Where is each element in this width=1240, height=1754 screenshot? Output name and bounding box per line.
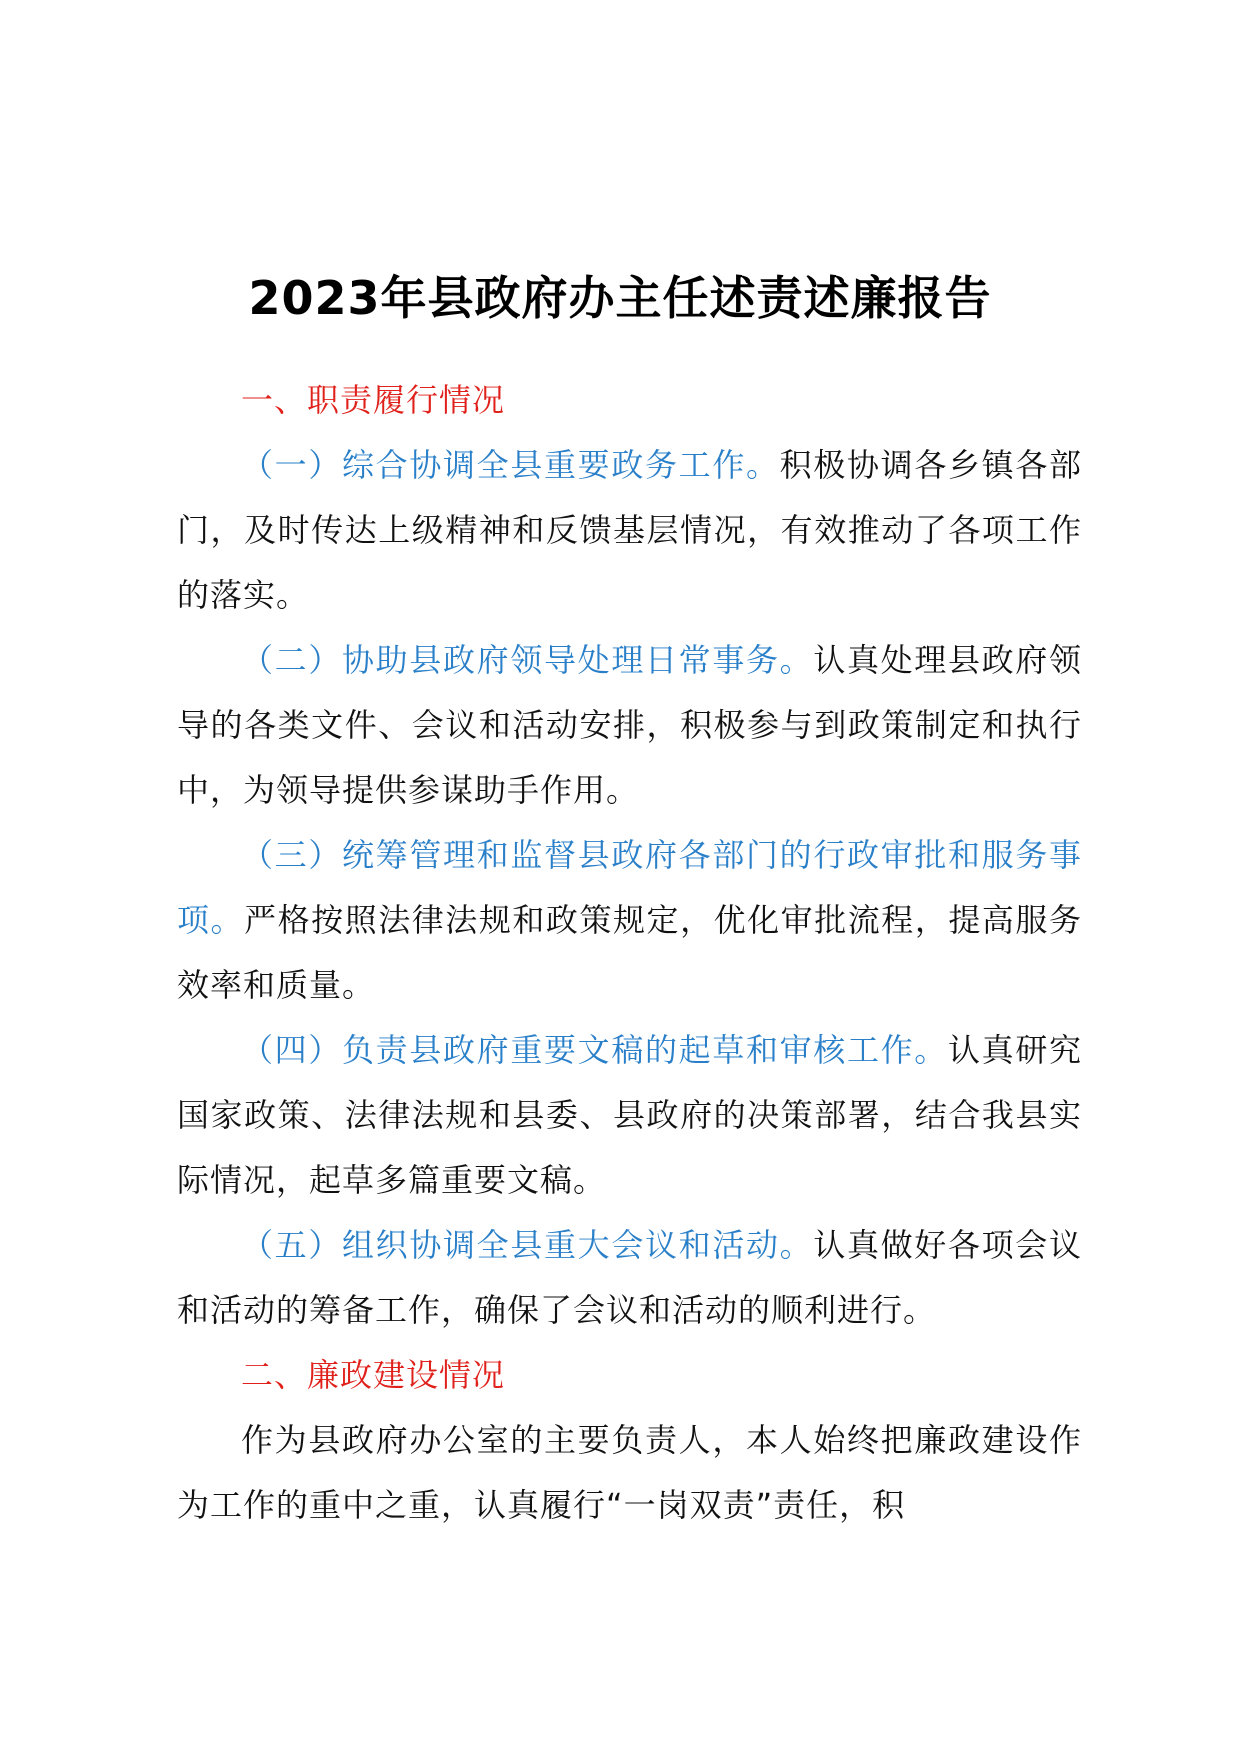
paragraph-item-1 xyxy=(177,433,1082,628)
item-5-lead: （五）组织协调全县重大会议和活动。 xyxy=(241,1226,814,1264)
item-1-lead: （一）综合协调全县重要政务工作。 xyxy=(241,446,780,484)
item-3-lead: （三）统筹管理和监督县政府各部门的行政审批和服务事项。 xyxy=(177,836,1082,939)
item-4-lead: （四）负责县政府重要文稿的起草和审核工作。 xyxy=(241,1031,948,1069)
paragraph-item-3 xyxy=(177,823,1082,1018)
paragraph-item-4 xyxy=(177,1018,1082,1213)
item-5-text: 认真做好各项会议和活动的筹备工作，确保了会议和活动的顺利进行。 xyxy=(177,1226,1082,1329)
section-heading-integrity: 二、廉政建设情况 xyxy=(241,1356,506,1394)
item-1-text: 积极协调各乡镇各部门，及时传达上级精神和反馈基层情况，有效推动了各项工作的落实。 xyxy=(177,446,1082,614)
document-title: 2023年县政府办主任述责述廉报告 xyxy=(248,271,992,325)
document-body xyxy=(177,368,1082,1538)
item-3-text: 严格按照法律法规和政策规定，优化审批流程，提高服务效率和质量。 xyxy=(177,901,1082,1004)
item-2-lead: （二）协助县政府领导处理日常事务。 xyxy=(241,641,814,679)
item-4-text: 认真研究国家政策、法律法规和县委、县政府的决策部署，结合我县实际情况，起草多篇重要文稿。 xyxy=(177,1031,1082,1199)
section-heading-duties: 一、职责履行情况 xyxy=(241,381,506,419)
paragraph-item-2 xyxy=(177,628,1082,823)
item-2-text: 认真处理县政府领导的各类文件、会议和活动安排，积极参与到政策制定和执行中，为领导提供参谋助手作用。 xyxy=(177,641,1082,809)
paragraph-integrity: 作为县政府办公室的主要负责人，本人始终把廉政建设作为工作的重中之重，认真履行“一岗双责”责任，积 xyxy=(177,1421,1082,1524)
paragraph-item-5 xyxy=(177,1213,1082,1343)
